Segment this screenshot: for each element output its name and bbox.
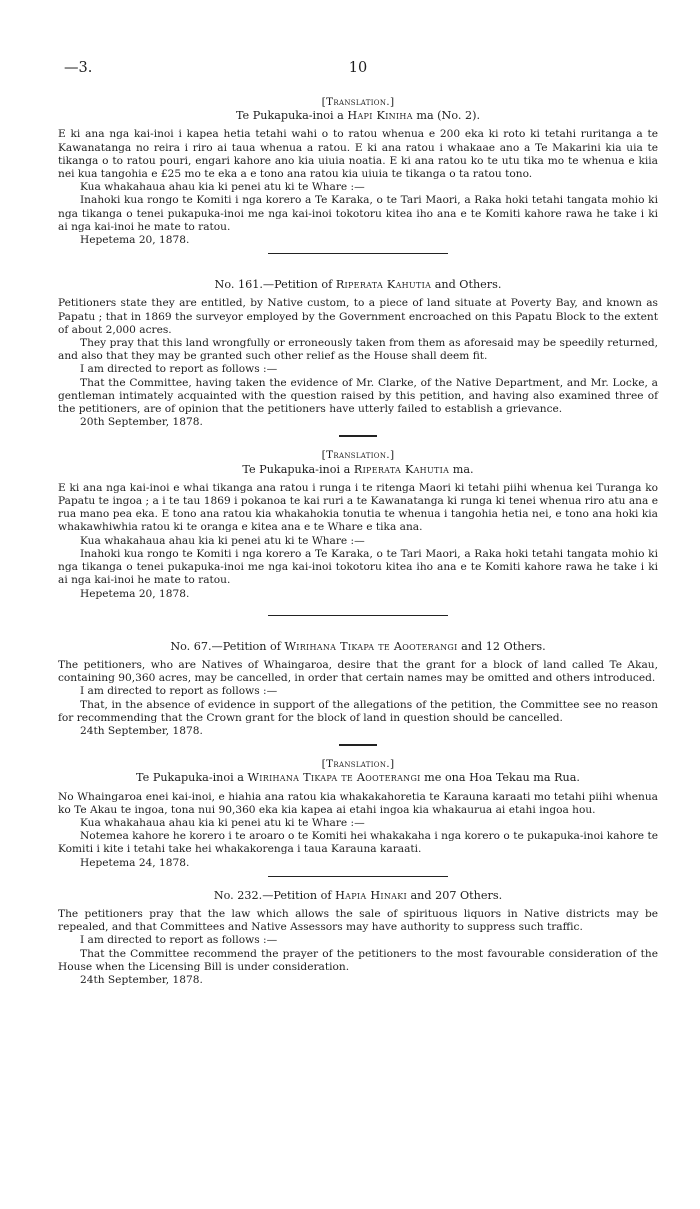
petition-body: E ki ana nga kai-inoi e whai tikanga ana ratou i runga i te ritenga Maori ki tetahi piihi whenua kei Turanga ko Papatu te ingoa ; a i te tau 1869 i pokanoa te kai ruri a te Kawanatanga ki runga ki tenei whenua riro atu ana e rua mano pea eka. E tono ana ratou kia whakahokia tonutia te whenua i tangohia hetia nei, e tono ana hoki kia whakawhiwhia ratou ki te oranga e kitea ana e te Whare e tika ana. xyxy=(58,481,658,534)
report-date: 24th September, 1878. xyxy=(80,973,203,986)
committee-report: That, in the absence of evidence in support of the allegations of the petition, the Committee see no reason for recommending that the Crown grant for the block of land in question should be cancelled. xyxy=(58,698,658,724)
report-date: 20th September, 1878. xyxy=(80,416,203,429)
report-date: Hepetema 24, 1878. xyxy=(80,856,190,869)
petitioner-name: Riperata Kahutia xyxy=(353,462,450,476)
committee-report: That the Committee recommend the prayer of the petitioners to the most favourable consideration of the House when the Licensing Bill is under consideration. xyxy=(58,947,658,973)
translation-heading: [Translation.] xyxy=(321,449,395,462)
report-date: 24th September, 1878. xyxy=(80,724,203,737)
petition-title: No. 232.—Petition of Hapia Hinaki and 207 Others. xyxy=(213,888,503,902)
petition-no-232 xyxy=(58,889,658,987)
petitioner-name: Wirihana Tikapa te Aooterangi xyxy=(284,639,458,653)
directed-line: Kua whakahaua ahau kia ki penei atu ki te Whare :— xyxy=(80,534,365,547)
petition-body: No Whaingaroa enei kai-inoi, e hiahia ana ratou kia whakakahoretia te Karauna karaati mo tetahi piihi whenua ko Te Akau te ingoa, tona nui 90,360 eka kia kapea ai etahi ingoa kia whakaurua ai etahi ingoa hou. xyxy=(58,790,658,816)
page-header xyxy=(58,58,658,80)
petitioner-name: Hapia Hinaki xyxy=(335,888,407,902)
translation-heading: [Translation.] xyxy=(321,758,395,771)
petition-title: Te Pukapuka-inoi a Riperata Kahutia ma. xyxy=(242,462,474,476)
petition-prayer: They pray that this land wrongfully or erroneously taken from them as aforesaid may be speedily returned, and also that they may be granted such other relief as the House shall deem fit. xyxy=(58,337,658,363)
report-date: Hepetema 20, 1878. xyxy=(80,587,190,600)
petition-title: Te Pukapuka-inoi a Hapi Kiniha ma (No. 2). xyxy=(235,109,481,123)
committee-report: Inahoki kua rongo te Komiti i nga korero a Te Karaka, o te Tari Maori, a Raka hoki tetahi tangata mohio ki nga tikanga o tenei pukapuka-inoi me nga kai-inoi tokotoru kitea iho ana e te Komiti kahore rawa he take i ki ai nga kai-inoi he mate to ratou. xyxy=(58,194,658,233)
committee-report: Inahoki kua rongo te Komiti i nga korero a Te Karaka, o te Tari Maori, a Raka hoki tetahi tangata mohio ki nga tikanga o tenei pukapuka-inoi me nga kai-inoi tokotoru kitea iho ana e te Komiti kahore rawa he take i ki ai nga kai-inoi he mate to ratou. xyxy=(58,547,658,587)
committee-report: That the Committee, having taken the evidence of Mr. Clarke, of the Native Department, and Mr. Locke, a gentleman intimately acquainted with the question raised by this petition, and having also examined three of the petitioners, are of opinion that the petitioners have utterly failed to establish a grievance. xyxy=(58,376,658,416)
petition-title: Te Pukapuka-inoi a Wirihana Tikapa te Aooterangi me ona Hoa Tekau ma Rua. xyxy=(136,771,580,785)
directed-line: I am directed to report as follows :— xyxy=(80,685,278,698)
report-date: Hepetema 20, 1878. xyxy=(80,234,190,247)
petition-body: Petitioners state they are entitled, by Native custom, to a piece of land situate at Poverty Bay, and known as Papatu ; that in 1869 the surveyor employed by the Government encroached on this Papatu Block to the extent of about 2,000 acres. xyxy=(58,297,658,336)
directed-line: I am directed to report as follows :— xyxy=(80,363,278,376)
page-number: 10 xyxy=(348,60,368,76)
translation-heading: [Translation.] xyxy=(321,96,395,108)
translation-wirihana-tikapa xyxy=(58,758,658,870)
directed-line: Kua whakahaua ahau kia ki penei atu ki te Whare :— xyxy=(80,181,365,194)
paper-reference: —3. xyxy=(64,60,93,76)
petitioner-name: Wirihana Tikapa te Aooterangi xyxy=(247,771,421,785)
committee-report: Notemea kahore he korero i te aroaro o te Komiti hei whakakaha i nga korero o te pukapuka-inoi kahore te Komiti i kite i tetahi take hei whakakorenga i taua Karauna karaati. xyxy=(58,830,658,856)
petition-no-67 xyxy=(58,640,658,738)
petition-body: E ki ana nga kai-inoi i kapea hetia tetahi wahi o to ratou whenua e 200 eka ki roto ki tetahi ruritanga a te Kawanatanga no reira i riro ai taua whenua a ratou. E ki ana ratou i whakaae ano a Te Makarini kia uia te tikanga o to ratou pouri, engari kahore ano kia uiuia noatia. E ki ana ratou ko te utu tika mo te whenua e kiia nei kua tangohia e £25 mo te eka a e tono ana ratou kia uiuia te tikanga o ta ratou tono. xyxy=(58,128,658,181)
directed-line: Kua whakahaua ahau kia ki penei atu ki te Whare :— xyxy=(80,816,365,829)
petition-body: The petitioners pray that the law which allows the sale of spirituous liquors in Native districts may be repealed, and that Committees and Native Assessors may have authority to suppress such traffic. xyxy=(58,907,658,934)
petitioner-name: Riperata Kahutia xyxy=(335,278,432,292)
petition-body: The petitioners, who are Natives of Whaingaroa, desire that the grant for a block of land called Te Akau, containing 90,360 acres, may be cancelled, in order that certain names may be omitted and others introduced. xyxy=(58,658,658,685)
directed-line: I am directed to report as follows :— xyxy=(80,934,278,947)
petition-title: No. 161.—Petition of Riperata Kahutia and Others. xyxy=(214,278,502,292)
petition-no-161 xyxy=(58,278,658,429)
petition-title: No. 67.—Petition of Wirihana Tikapa te Aooterangi and 12 Others. xyxy=(170,639,546,653)
petitioner-name: Hapi Kiniha xyxy=(347,109,413,123)
translation-hapi-kiniha xyxy=(58,96,658,247)
translation-riperata-kahutia xyxy=(58,449,658,600)
